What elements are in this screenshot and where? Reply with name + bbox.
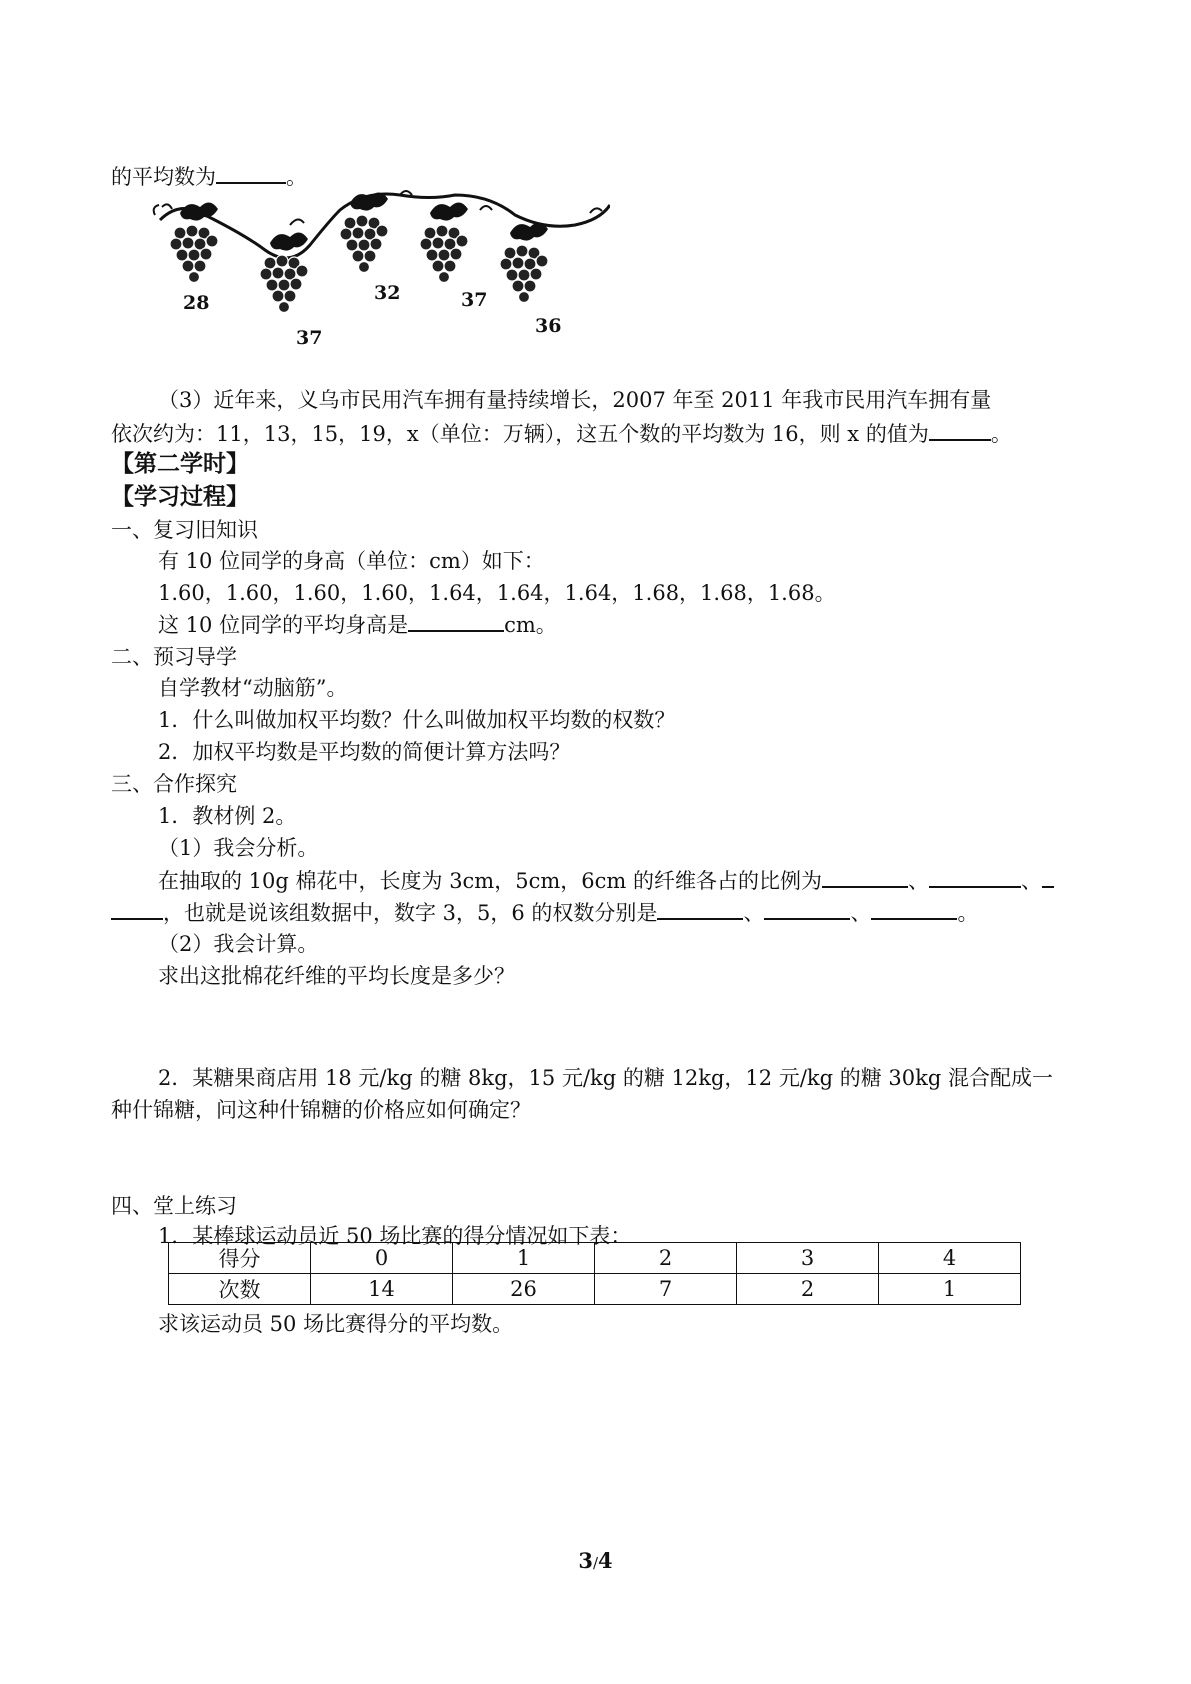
table-cell: 14 [311,1274,453,1305]
q3-line-2: 依次约为：11，13，15，19，x（单位：万辆），这五个数的平均数为 16，则 x 的值为 。 [111,419,1012,448]
grape-label-4: 37 [461,289,488,311]
table-cell: 2 [737,1274,879,1305]
explore-analyze: （1）我会分析。 [158,836,319,860]
answer-blank[interactable] [929,419,991,441]
answer-blank[interactable] [216,162,286,184]
practice-question-1: 1．某棒球运动员近 50 场比赛的得分情况如下表： [158,1224,632,1248]
explore-example: 1．教材例 2。 [158,804,297,828]
review-intro: 有 10 位同学的身高（单位：cm）如下： [158,549,545,573]
review-question: 这 10 位同学的平均身高是 cm。 [158,610,557,639]
table-cell: 0 [311,1243,453,1274]
table-cell: 4 [879,1243,1021,1274]
answer-blank[interactable] [822,866,908,888]
table-cell: 次数 [169,1274,311,1305]
section-review-title: 一、复习旧知识 [111,518,258,542]
explore-line-1: 在抽取的 10g 棉花中，长度为 3cm，5cm，6cm 的纤维各占的比例为 、 、 [158,866,1054,895]
preview-question-2: 2．加权平均数是平均数的简便计算方法吗？ [158,740,571,764]
grape-label-3: 32 [374,282,401,304]
q3-line-1: （3）近年来，义乌市民用汽车拥有量持续增长，2007 年至 2011 年我市民用汽车拥有量 [158,388,992,412]
heading-learning-process: 【学习过程】 [111,483,249,510]
grape-vine-figure [150,185,610,325]
answer-blank[interactable] [929,866,1021,888]
table-row [169,1243,1021,1274]
section-practice-title: 四、堂上练习 [111,1194,237,1218]
answer-blank[interactable] [408,610,504,632]
answer-blank[interactable] [111,898,163,920]
table-cell: 得分 [169,1243,311,1274]
answer-blank[interactable] [1042,866,1054,888]
table-cell: 26 [453,1274,595,1305]
grape-label-2: 37 [296,327,323,349]
section-explore-title: 三、合作探究 [111,772,237,796]
explore-calc: （2）我会计算。 [158,932,319,956]
answer-blank[interactable] [764,898,850,920]
explore-calc-question: 求出这批棉花纤维的平均长度是多少？ [158,964,515,988]
review-data: 1.60，1.60，1.60，1.60，1.64，1.64，1.64，1.68，1.68，1.68。 [158,581,836,605]
heading-lesson-2: 【第二学时】 [111,450,249,477]
answer-blank[interactable] [871,898,957,920]
table-cell: 2 [595,1243,737,1274]
table-row [169,1274,1021,1305]
preview-intro: 自学教材“动脑筋”。 [158,676,348,700]
table-cell: 3 [737,1243,879,1274]
table-cell: 1 [453,1243,595,1274]
practice-ask: 求该运动员 50 场比赛得分的平均数。 [158,1312,514,1336]
score-table [168,1242,1021,1305]
page-number: 3/4 [578,1548,613,1573]
avg-question-tail: 的平均数为 。 [111,162,307,191]
problem-2-line-1: 2．某糖果商店用 18 元/kg 的糖 8kg，15 元/kg 的糖 12kg，12 元/kg 的糖 30kg 混合配成一 [158,1066,1053,1090]
section-preview-title: 二、预习导学 [111,645,237,669]
grape-label-1: 28 [183,292,210,314]
explore-line-2: ，也就是说该组数据中，数字 3，5，6 的权数分别是 、 、 。 [111,898,978,927]
table-cell: 1 [879,1274,1021,1305]
answer-blank[interactable] [657,898,743,920]
table-cell: 7 [595,1274,737,1305]
grape-label-5: 36 [535,315,562,337]
preview-question-1: 1．什么叫做加权平均数？什么叫做加权平均数的权数？ [158,708,676,732]
problem-2-line-2: 种什锦糖，问这种什锦糖的价格应如何确定？ [111,1098,531,1122]
